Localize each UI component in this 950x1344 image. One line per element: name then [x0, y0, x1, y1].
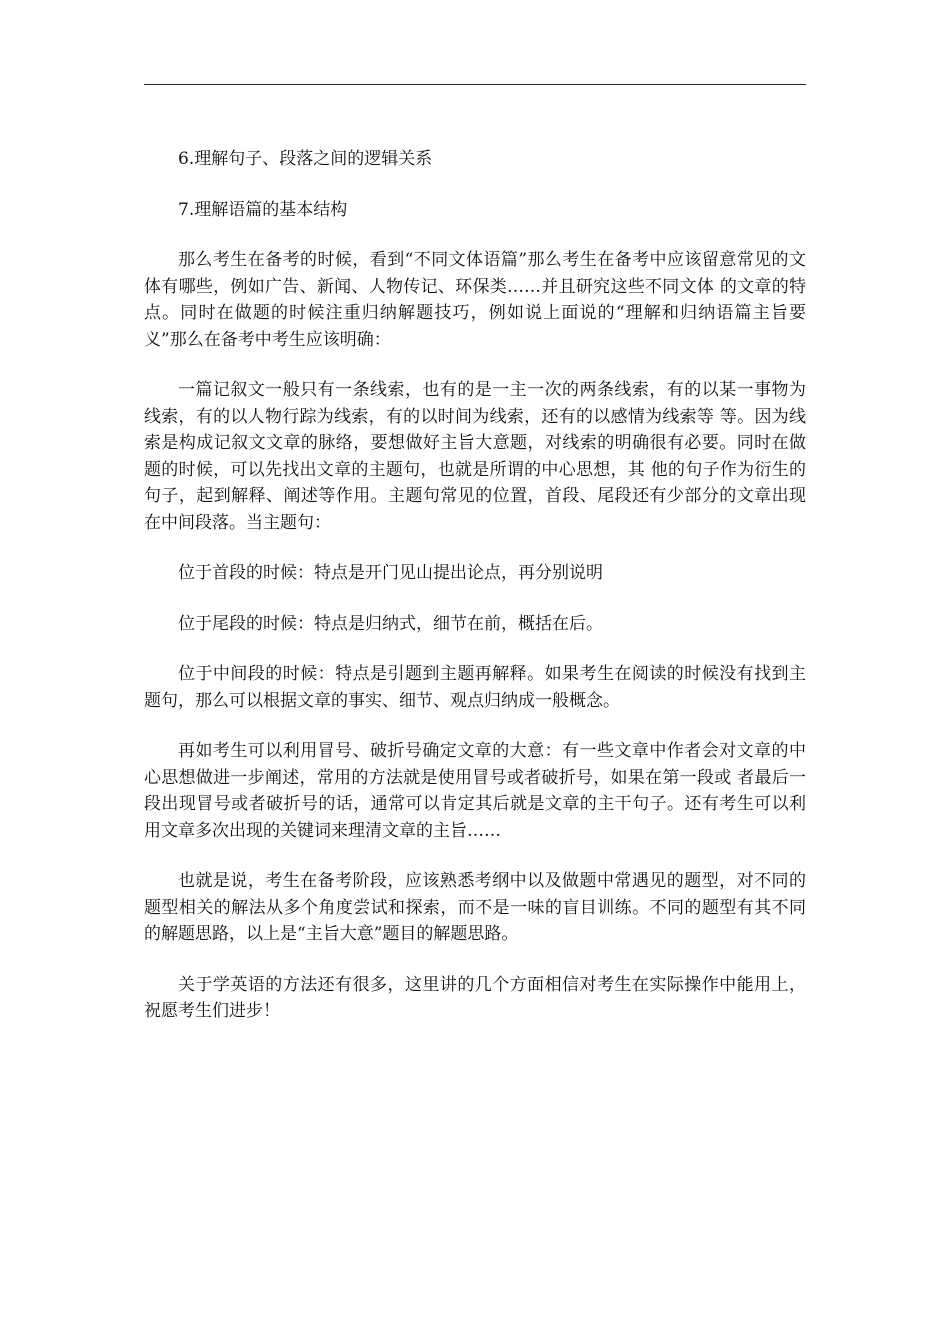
document-page	[144, 0, 806, 1344]
paragraph-first-section: 位于首段的时候：特点是开门见山提出论点，再分别说明	[178, 563, 603, 583]
paragraph-narrative-clues: 一篇记叙文一般只有一条线索，也有的是一主一次的两条线索，有的以某一事物为线索，有的以人物行踪为线索，有的以时间为线索，还有的以感情为线索等 等。因为线索是构成记叙文文章的脉络，要想做好主旨大意题，对线索的明确很有必要。同时在做题的时候，可以先找出文章的主题句，也就是所谓的中心思想，其 他的句子作为衍生的句子，起到解释、阐述等作用。主题句常见的位置，首段、尾段还有少部分的文章出现在中间段落。当主题句：	[144, 380, 806, 533]
paragraph-closing: 关于学英语的方法还有很多，这里讲的几个方面相信对考生在实际操作中能用上，祝愿考生们进步！	[144, 974, 806, 1021]
paragraph-middle-section: 位于中间段的时候：特点是引题到主题再解释。如果考生在阅读的时候没有找到主题句，那么可以根据文章的事实、细节、观点归纳成一般概念。	[144, 664, 806, 711]
paragraph-summary: 也就是说，考生在备考阶段，应该熟悉考纲中以及做题中常遇见的题型，对不同的题型相关的解法从多个角度尝试和探索，而不是一味的盲目训练。不同的题型有其不同的解题思路，以上是“主旨大意”题目的解题思路。	[144, 871, 806, 944]
paragraph-colon-dash: 再如考生可以利用冒号、破折号确定文章的大意：有一些文章中作者会对文章的中心思想做进一步阐述，常用的方法就是使用冒号或者破折号，如果在第一段或 者最后一段出现冒号或者破折号的话，通常可以肯定其后就是文章的主干句子。还有考生可以利用文章多次出现的关键词来理清文章的主旨……	[144, 741, 806, 841]
header-rule	[144, 84, 806, 85]
paragraph-item-7: 7.理解语篇的基本结构	[178, 199, 348, 220]
paragraph-item-6: 6.理解句子、段落之间的逻辑关系	[178, 149, 433, 169]
paragraph-genre-study: 那么考生在备考的时候，看到“不同文体语篇”那么考生在备考中应该留意常见的文体有哪些，例如广告、新闻、人物传记、环保类……并且研究这些不同文体 的文章的特点。同时在做题的时候注重归纳解题技巧，例如说上面说的“理解和归纳语篇主旨要义”那么在备考中考生应该明确：	[144, 250, 806, 350]
body-text	[144, 146, 806, 1049]
paragraph-last-section: 位于尾段的时候：特点是归纳式，细节在前，概括在后。	[178, 613, 603, 634]
